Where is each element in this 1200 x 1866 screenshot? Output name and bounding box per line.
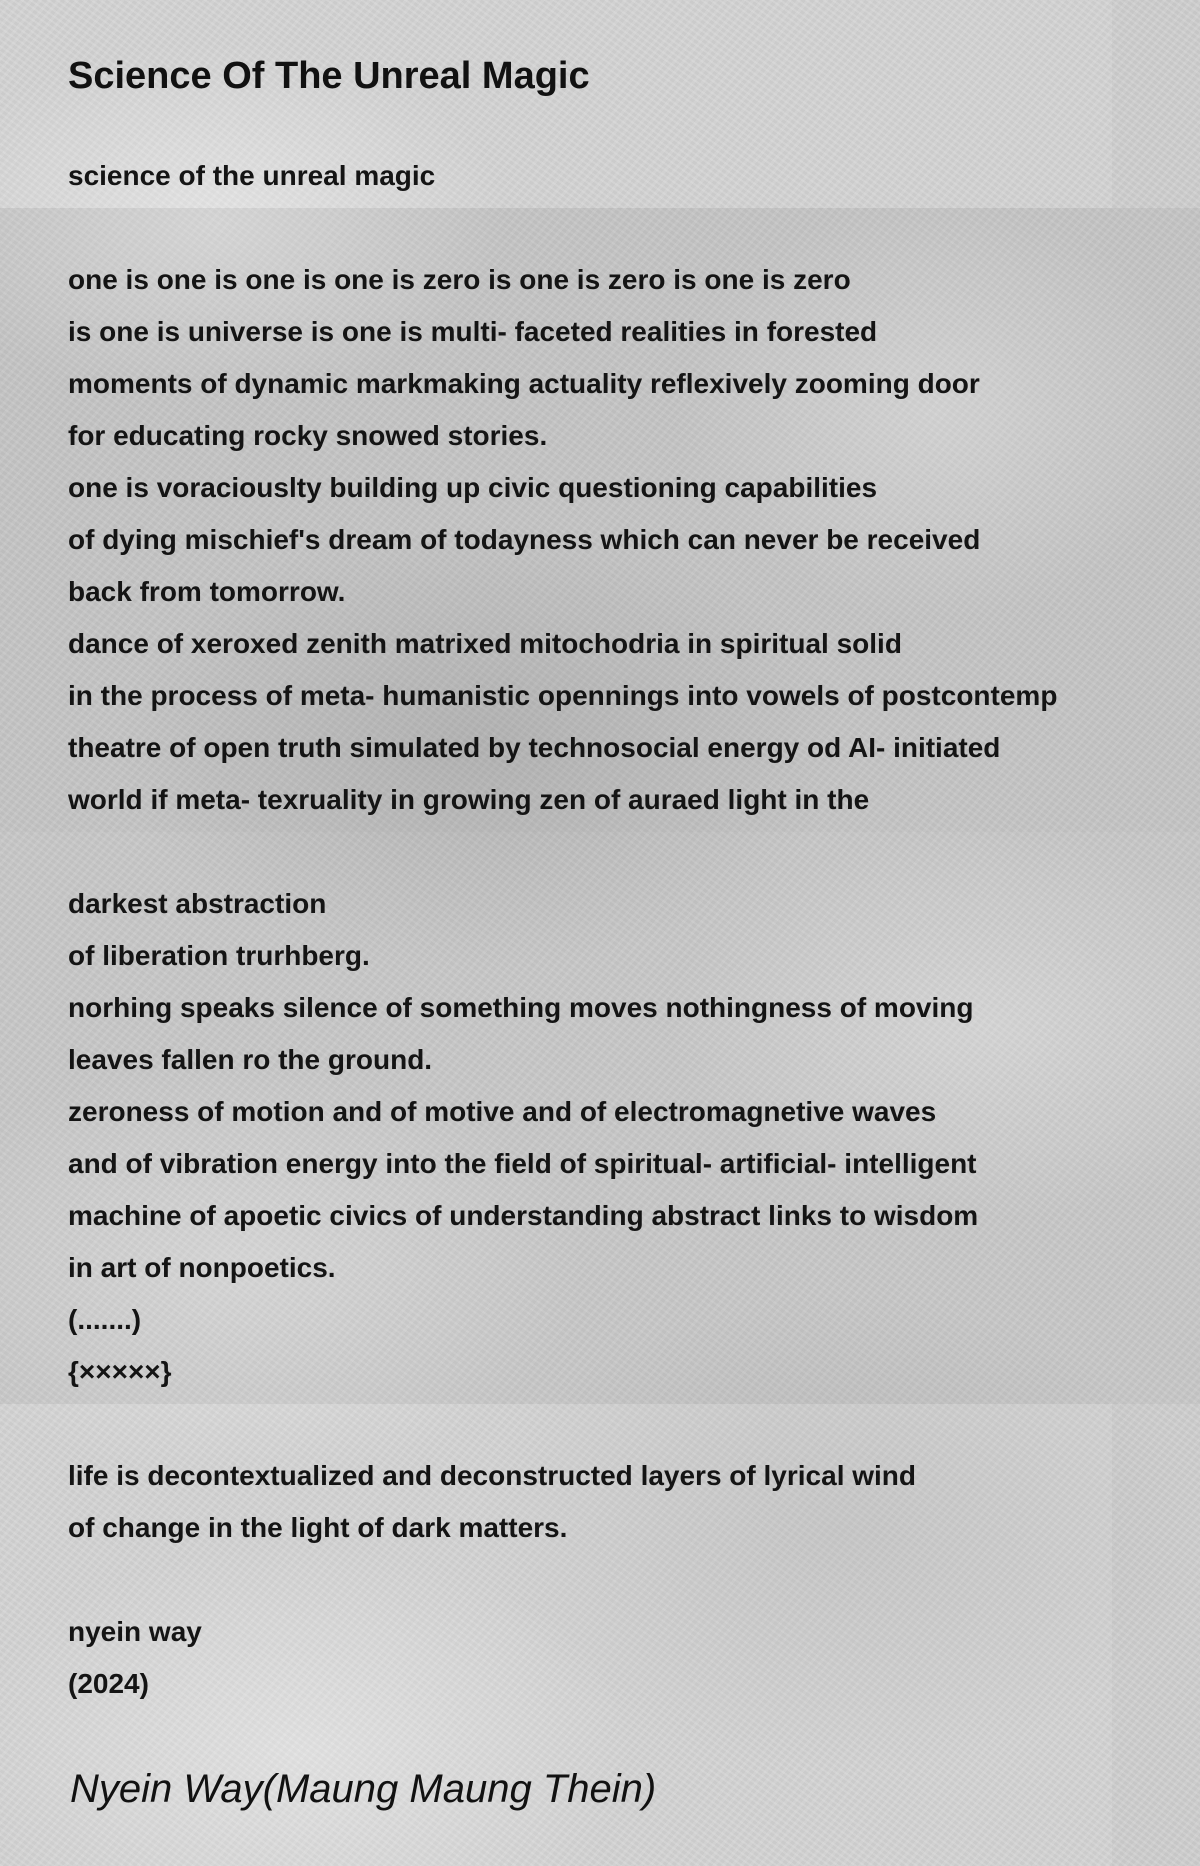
stanza-4	[68, 1450, 1200, 1554]
poem-line: of dying mischief's dream of todayness which can never be received	[68, 524, 981, 555]
poem-line: life is decontextualized and deconstructed layers of lyrical wind	[68, 1460, 917, 1491]
poem-line: norhing speaks silence of something moves nothingness of moving	[68, 992, 974, 1023]
poem-line: leaves fallen ro the ground.	[68, 1044, 433, 1075]
poem-line: of liberation trurhberg.	[68, 940, 370, 971]
poem-author: Nyein Way(Maung Maung Thein)	[70, 1767, 657, 1811]
stanza-2	[68, 254, 1200, 826]
poem-line: in the process of meta- humanistic opennings into vowels of postcontemp	[68, 680, 1058, 711]
poem-line: theatre of open truth simulated by technosocial energy od AI- initiated	[68, 732, 1001, 763]
stanza-3	[68, 878, 1200, 1398]
poem-body	[68, 150, 1200, 1710]
poem-title: Science Of The Unreal Magic	[68, 55, 590, 97]
poem-line: (.......)	[68, 1304, 142, 1335]
poem-line: dance of xeroxed zenith matrixed mitochodria in spiritual solid	[68, 628, 902, 659]
poem-line: nyein way	[68, 1616, 202, 1647]
poem-line: and of vibration energy into the field of spiritual- artificial- intelligent	[68, 1148, 977, 1179]
poem-line: one is one is one is one is zero is one is zero is one is zero	[68, 264, 851, 295]
poem-line: darkest abstraction	[68, 888, 327, 919]
poem-line: (2024)	[68, 1668, 149, 1699]
poem-line: zeroness of motion and of motive and of electromagnetive waves	[68, 1096, 937, 1127]
stanza-1	[68, 150, 1200, 202]
poem-line: of change in the light of dark matters.	[68, 1512, 568, 1543]
poem-line: {×××××}	[68, 1356, 172, 1387]
stanza-5	[68, 1606, 1200, 1710]
poem-line: in art of nonpoetics.	[68, 1252, 336, 1283]
poem-line: is one is universe is one is multi- faceted realities in forested	[68, 316, 878, 347]
poem-line: world if meta- texruality in growing zen of auraed light in the	[68, 784, 870, 815]
poem-line: for educating rocky snowed stories.	[68, 420, 548, 451]
poem-line: science of the unreal magic	[68, 160, 436, 191]
poem-line: one is voraciouslty building up civic questioning capabilities	[68, 472, 878, 503]
poem-line: back from tomorrow.	[68, 576, 346, 607]
poem-container	[68, 52, 1200, 1762]
poem-line: machine of apoetic civics of understanding abstract links to wisdom	[68, 1200, 979, 1231]
poem-line: moments of dynamic markmaking actuality reflexively zooming door	[68, 368, 980, 399]
